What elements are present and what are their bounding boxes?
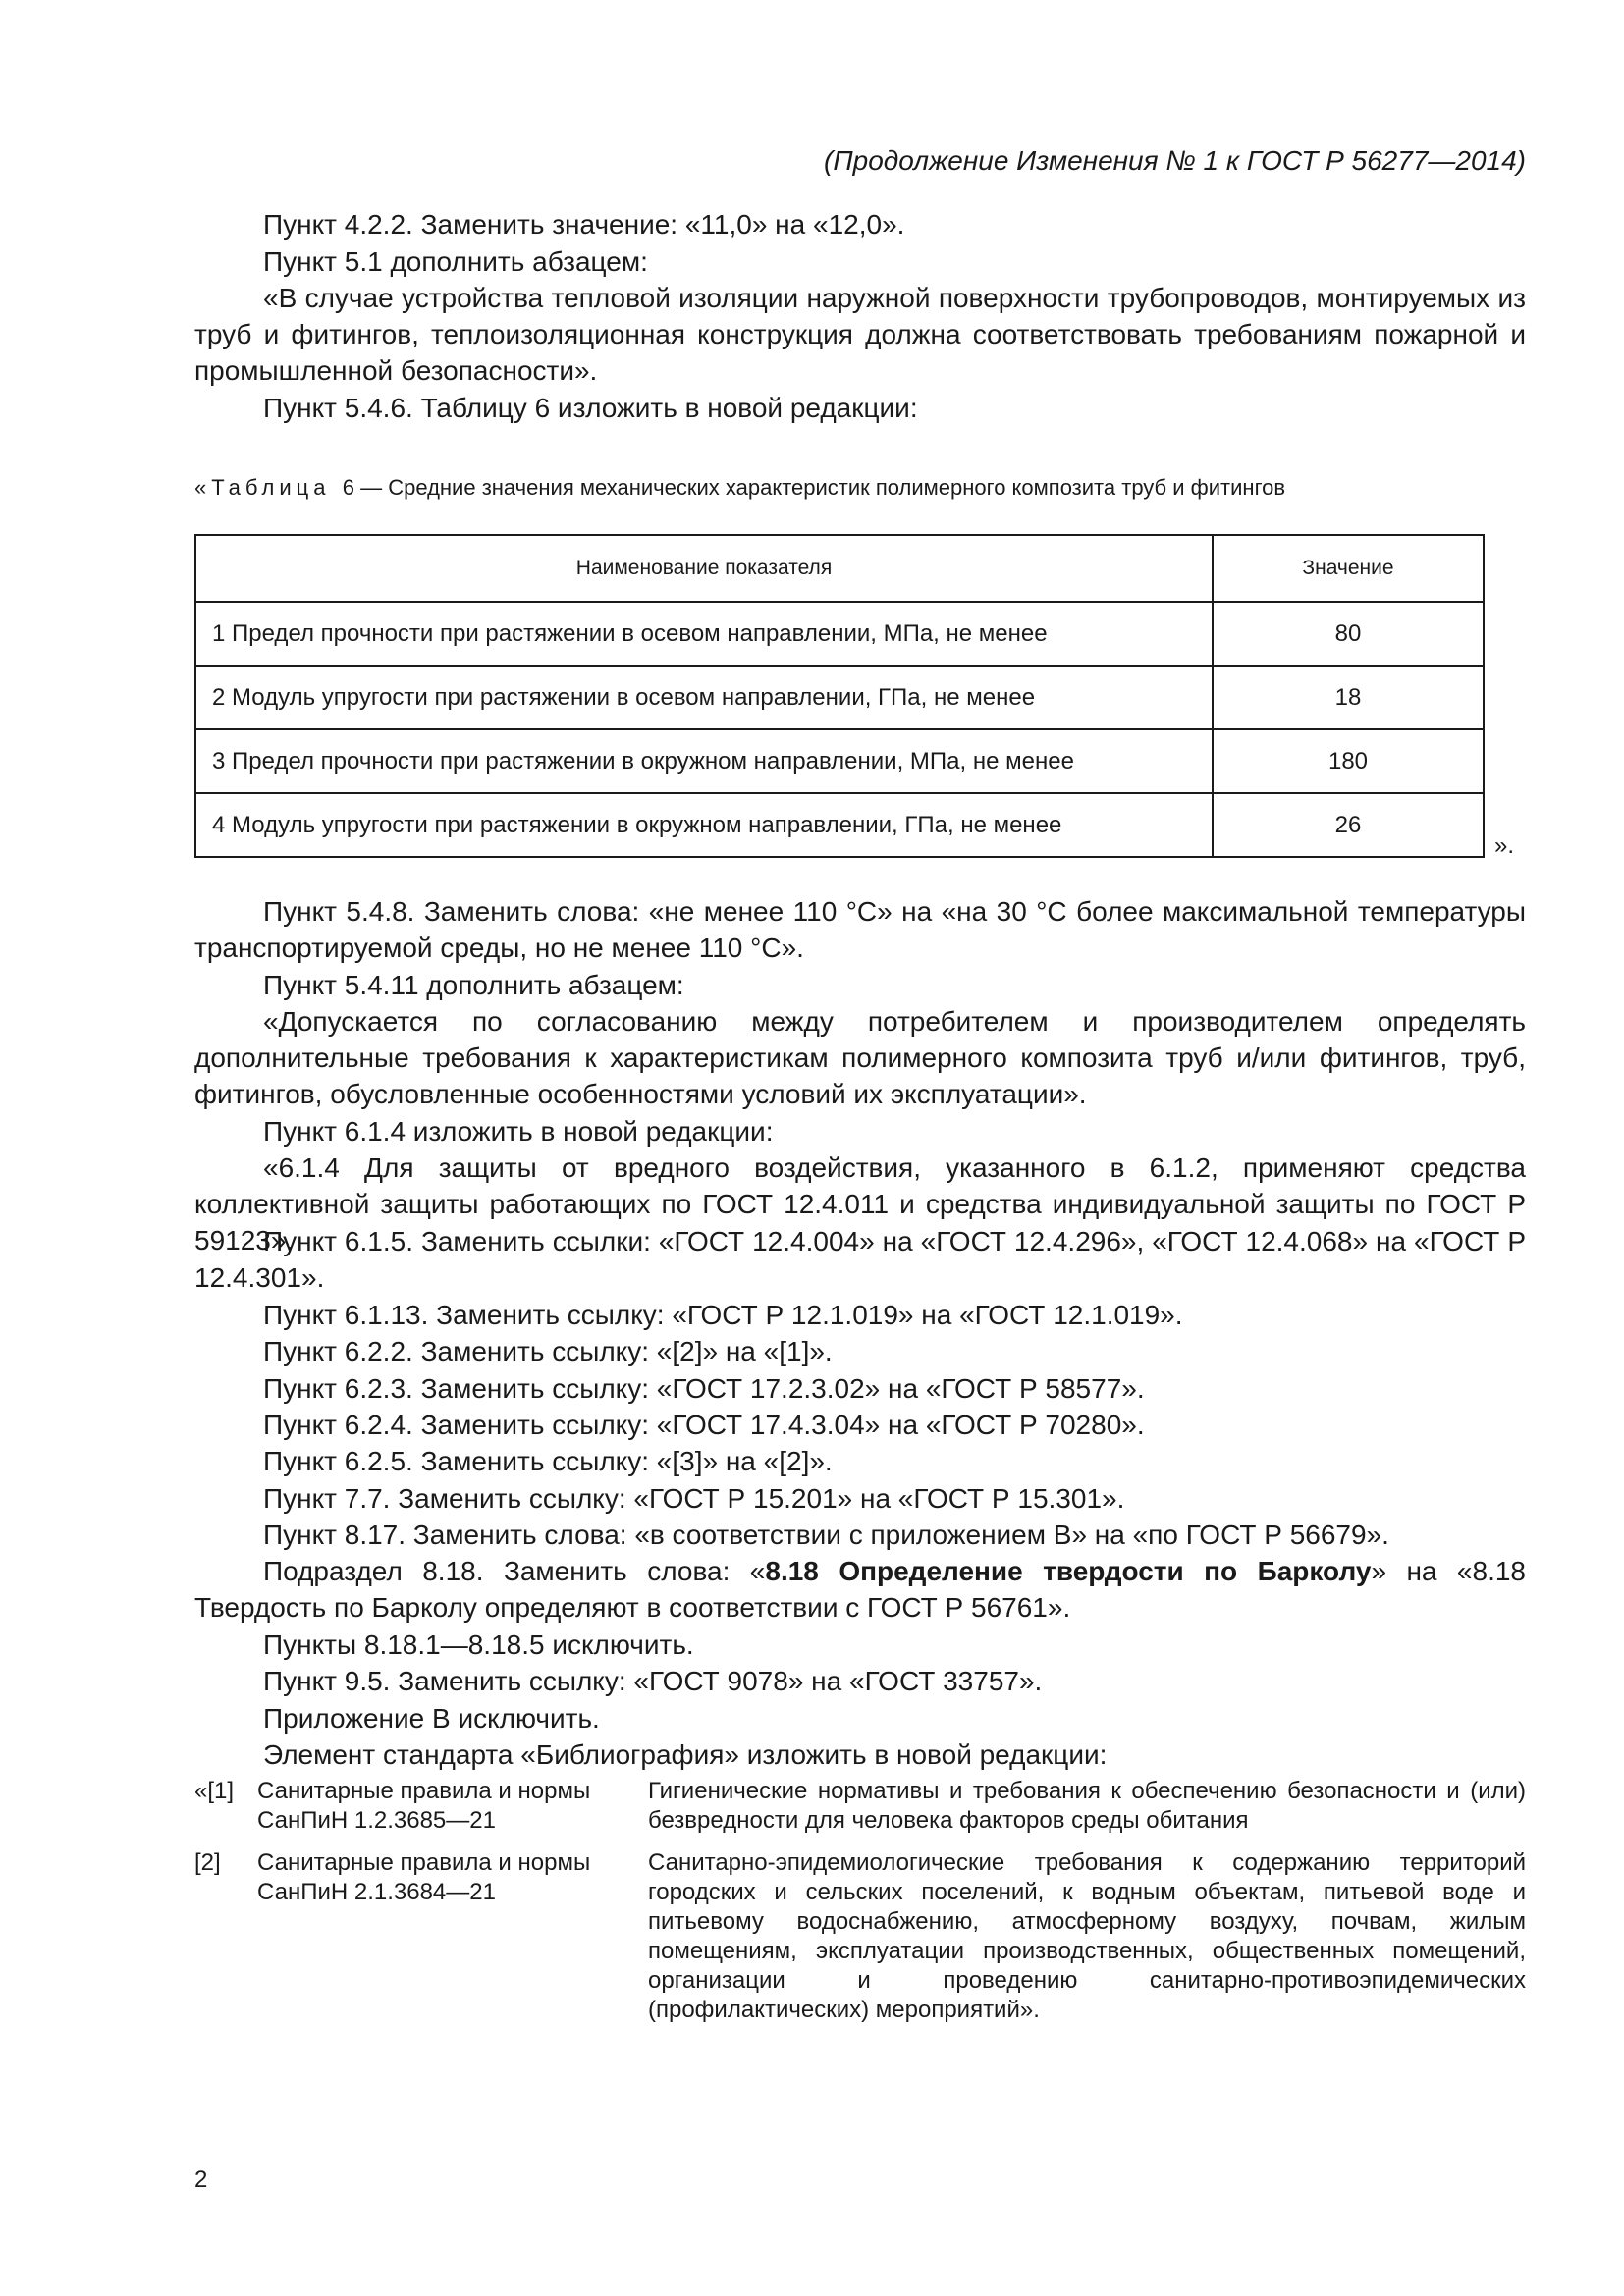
paragraph-bibliography-intro: Элемент стандарта «Библиография» изложить в новой редакции: [263,1739,1108,1770]
bibliography-entry-2 [194,1848,1526,2031]
bibliography-source-code: СанПиН 2.1.3684—21 [257,1879,496,1905]
table-cell-name: 3 Предел прочности при растяжении в окружном направлении, МПа, не менее [195,729,1213,793]
bibliography-source-type: Санитарные правила и нормы [257,1849,591,1876]
table-row [195,793,1484,857]
table-cell-name: 4 Модуль упругости при растяжении в окружном направлении, ГПа, не менее [195,793,1213,857]
paragraph-6-2-5: Пункт 6.2.5. Заменить ссылку: «[3]» на «[2]». [263,1446,833,1476]
bibliography-entry-1 [194,1777,1526,1840]
bibliography-number: [2] [194,1849,221,1876]
table-header-value: Значение [1213,535,1484,602]
paragraph-8-17: Пункт 8.17. Заменить слова: «в соответствии с приложением В» на «по ГОСТ Р 56679». [263,1520,1389,1550]
bibliography-source [257,1848,621,1907]
paragraph-7-7: Пункт 7.7. Заменить ссылку: «ГОСТ Р 15.201» на «ГОСТ Р 15.301». [263,1483,1125,1514]
running-header: (Продолжение Изменения № 1 к ГОСТ Р 56277—2014) [824,145,1526,176]
bibliography-source-type: Санитарные правила и нормы [257,1778,591,1804]
paragraph-6-1-13: Пункт 6.1.13. Заменить ссылку: «ГОСТ Р 12.1.019» на «ГОСТ 12.1.019». [263,1300,1183,1330]
table-6 [194,534,1485,858]
paragraph-5-4-11: Пункт 5.4.11 дополнить абзацем: [263,970,684,1000]
page-number: 2 [194,2166,208,2193]
table-header-name: Наименование показателя [195,535,1213,602]
paragraph-8-18-1: Пункты 8.18.1—8.18.5 исключить. [263,1629,694,1660]
table-closing-quote: ». [1494,832,1515,859]
table-header-row [195,535,1484,602]
paragraph-5-1: Пункт 5.1 дополнить абзацем: [263,246,648,277]
paragraph-6-1-4-quote: «6.1.4 Для защиты от вредного воздействия, указанного в 6.1.2, применяют средства коллективной защиты работающих по ГОСТ 12.4.011 и средства индивидуальной защиты по ГОСТ Р 59123». [194,1152,1526,1255]
paragraph-9-5: Пункт 9.5. Заменить ссылку: «ГОСТ 9078» на «ГОСТ 33757». [263,1666,1043,1696]
paragraph-6-1-5: Пункт 6.1.5. Заменить ссылки: «ГОСТ 12.4.004» на «ГОСТ 12.4.296», «ГОСТ 12.4.068» на «ГОСТ Р 12.4.301». [194,1226,1526,1293]
paragraph-6-1-4: Пункт 6.1.4 изложить в новой редакции: [263,1116,774,1147]
table-cell-name: 2 Модуль упругости при растяжении в осевом направлении, ГПа, не менее [195,666,1213,729]
table-cell-value: 18 [1213,666,1484,729]
paragraph-appendix-b: Приложение В исключить. [263,1703,600,1734]
paragraph-5-4-8: Пункт 5.4.8. Заменить слова: «не менее 110 °С» на «на 30 °С более максимальной температуры транспортируемой среды, но не менее 110 °С». [194,896,1526,963]
table-cell-name: 1 Предел прочности при растяжении в осевом направлении, МПа, не менее [195,602,1213,666]
bibliography-number: «[1] [194,1778,235,1804]
paragraph-8-18 [194,1553,1526,1626]
table-cell-value: 180 [1213,729,1484,793]
table-caption-text: 6 — Средние значения механических характеристик полимерного композита труб и фитингов [342,475,1286,500]
bibliography-description: Санитарно-эпидемиологические требования к содержанию территорий городских и сельских поселений, к водным объектам, питьевой воде и питьевому водоснабжению, атмосферному воздуху, почвам, жилым помещениям, эксплуатации производственных, общественных помещений, организации и проведению санитарно-противоэпидемических (профилактических) мероприятий». [648,1849,1526,2023]
paragraph-6-2-3: Пункт 6.2.3. Заменить ссылку: «ГОСТ 17.2.3.02» на «ГОСТ Р 58577». [263,1373,1145,1404]
paragraph-8-18-part-a: Подраздел 8.18. Заменить слова: « [263,1556,766,1586]
table-caption-prefix: «Таблица [194,475,331,500]
table-row [195,729,1484,793]
table-caption [194,475,1285,501]
paragraph-5-4-11-quote: «Допускается по согласованию между потребителем и производителем определять дополнительные требования к характеристикам полимерного композита труб и/или фитингов, труб, фитингов, обусловленные особенностями условий их эксплуатации». [194,1006,1526,1109]
bibliography-description: Гигиенические нормативы и требования к обеспечению безопасности и (или) безвредности для человека факторов среды обитания [648,1778,1526,1834]
paragraph-6-2-2: Пункт 6.2.2. Заменить ссылку: «[2]» на «[1]». [263,1336,833,1366]
table-row [195,602,1484,666]
table-cell-value: 80 [1213,602,1484,666]
paragraph-5-1-quote: «В случае устройства тепловой изоляции наружной поверхности трубопроводов, монтируемых из труб и фитингов, теплоизоляционная конструкция должна соответствовать требованиям пожарной и промышленной безопасности». [194,283,1526,386]
table-cell-value: 26 [1213,793,1484,857]
paragraph-4-2-2: Пункт 4.2.2. Заменить значение: «11,0» на «12,0». [263,209,905,240]
table-row [195,666,1484,729]
paragraph-5-4-6: Пункт 5.4.6. Таблицу 6 изложить в новой редакции: [263,393,918,423]
paragraph-8-18-part-b: » на «8.18 Твердость по Барколу определяют в соответствии с ГОСТ Р 56761». [194,1556,1526,1623]
paragraph-6-2-4: Пункт 6.2.4. Заменить ссылку: «ГОСТ 17.4.3.04» на «ГОСТ Р 70280». [263,1410,1145,1440]
bibliography-source-code: СанПиН 1.2.3685—21 [257,1807,496,1834]
paragraph-8-18-bold: 8.18 Определение твердости по Барколу [765,1556,1372,1586]
bibliography-source [257,1777,621,1836]
